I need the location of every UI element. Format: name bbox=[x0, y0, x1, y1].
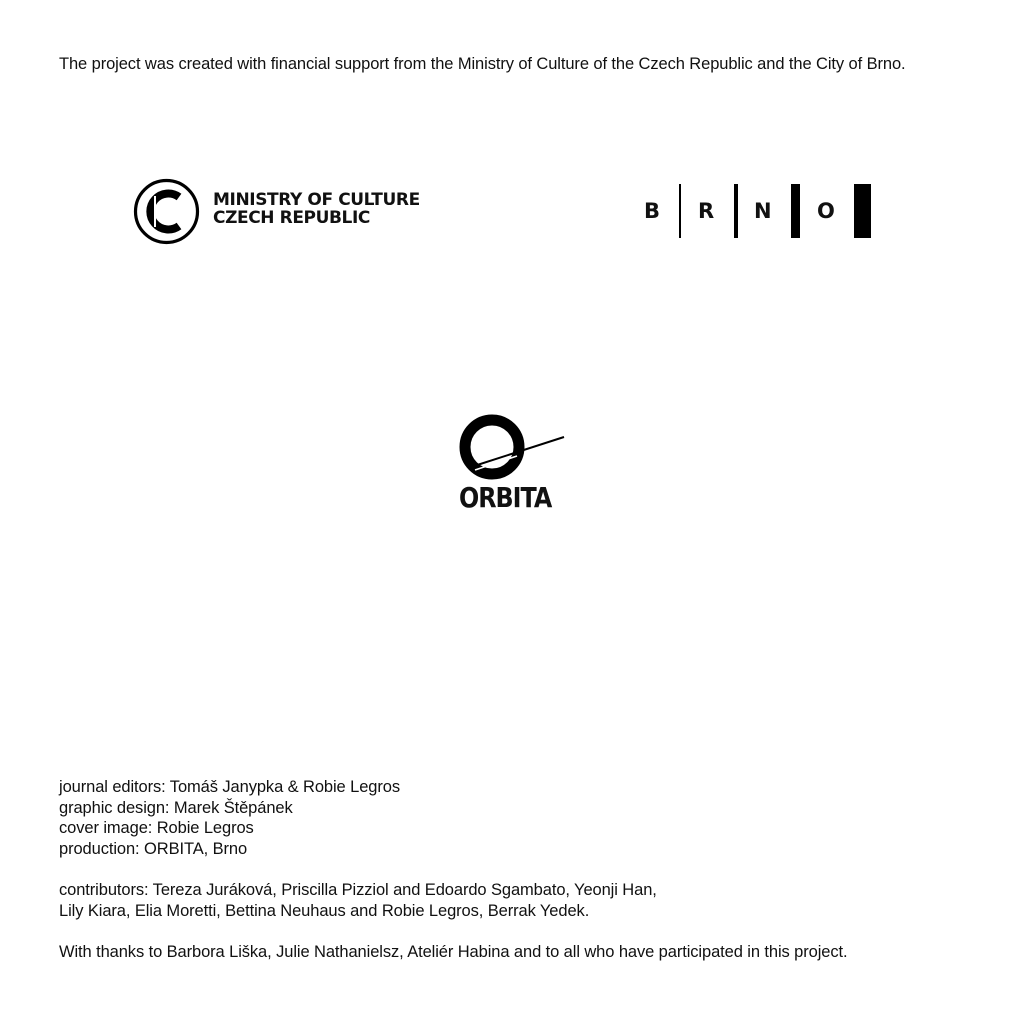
ministry-c-emblem-icon bbox=[133, 178, 200, 245]
ministry-line-2: CZECH REPUBLIC bbox=[213, 208, 370, 228]
credit-design: graphic design: Marek Štěpánek bbox=[59, 798, 293, 817]
brno-letter-n: N bbox=[754, 199, 772, 223]
ministry-line-1: MINISTRY OF CULTURE bbox=[213, 190, 420, 210]
ministry-wordmark bbox=[213, 191, 420, 227]
brno-letter-r: R bbox=[698, 199, 715, 223]
brno-bar-2 bbox=[734, 184, 738, 238]
spacer bbox=[59, 921, 847, 942]
orbit-ring-icon bbox=[455, 410, 569, 482]
ministry-of-culture-logo bbox=[133, 178, 433, 246]
credit-contributors-line-1: contributors: Tereza Juráková, Priscilla Pizziol and Edoardo Sgambato, Yeonji Han, bbox=[59, 880, 657, 899]
brno-logo bbox=[643, 184, 875, 240]
orbita-wordmark: ORBITA bbox=[459, 481, 552, 514]
credit-production: production: ORBITA, Brno bbox=[59, 839, 248, 858]
brno-bar-3 bbox=[791, 184, 800, 238]
brno-bar-4 bbox=[854, 184, 871, 238]
credit-editors: journal editors: Tomáš Janypka & Robie Legros bbox=[59, 778, 400, 796]
brno-letter-o: O bbox=[817, 199, 835, 223]
support-statement: The project was created with financial support from the Ministry of Culture of the Czech Republic and the City of Brno. bbox=[59, 55, 906, 73]
credit-cover: cover image: Robie Legros bbox=[59, 819, 254, 838]
credit-thanks: With thanks to Barbora Liška, Julie Nathanielsz, Ateliér Habina and to all who have participated in this project. bbox=[59, 942, 848, 961]
brno-bar-1 bbox=[679, 184, 681, 238]
orbita-logo bbox=[455, 410, 569, 516]
brno-letter-b: B bbox=[644, 199, 661, 223]
credits-block bbox=[59, 777, 847, 962]
credit-contributors-line-2: Lily Kiara, Elia Moretti, Bettina Neuhaus and Robie Legros, Berrak Yedek. bbox=[59, 901, 590, 920]
spacer bbox=[59, 859, 847, 880]
